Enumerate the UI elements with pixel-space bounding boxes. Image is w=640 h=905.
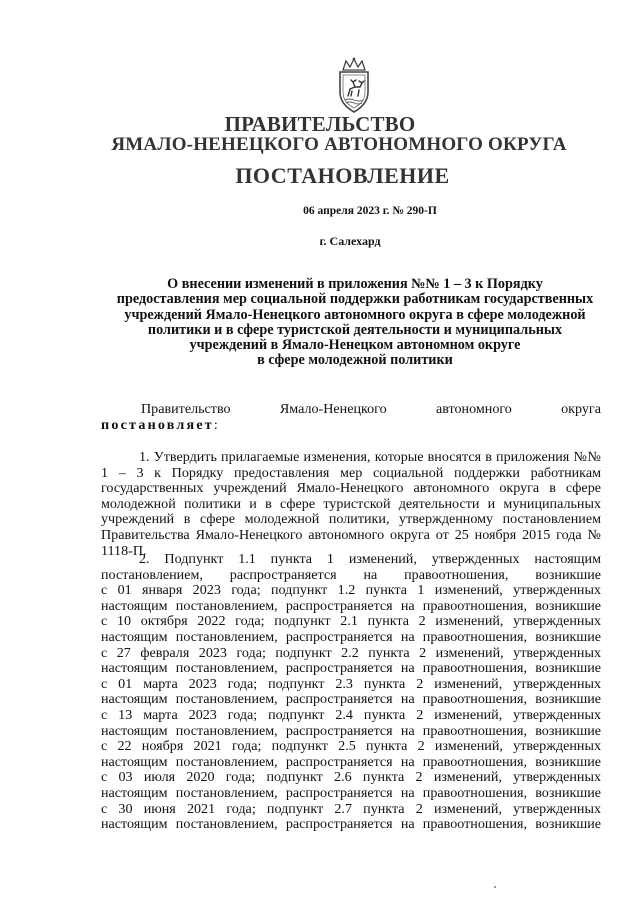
subject-line: политики и в сфере туристской деятельности и муниципальных	[147, 321, 563, 338]
paragraph-line: настоящим постановлением, распространяется на правоотношения, возникшие	[101, 753, 601, 770]
resolves-word: постановляет	[101, 416, 214, 433]
paragraph-line: настоящим постановлением, распространяется на правоотношения, возникшие	[101, 816, 601, 833]
paragraph-line: постановлением, распространяется на правоотношения, возникшие	[101, 566, 601, 583]
paragraph-line: настоящим постановлением, распространяется на правоотношения, возникшие	[101, 722, 601, 739]
scan-speck	[494, 886, 496, 888]
paragraph-line: с 01 марта 2023 года; подпункт 2.3 пункта 2 изменений, утвержденных	[101, 675, 601, 692]
paragraph-line: настоящим постановлением, распространяется на правоотношения, возникшие	[101, 628, 601, 645]
paragraph-line: с 30 июня 2021 года; подпункт 2.7 пункта 2 изменений, утвержденных	[101, 800, 601, 817]
organization-name-line1: ПРАВИТЕЛЬСТВО	[224, 112, 416, 136]
paragraph-line: с 13 марта 2023 года; подпункт 2.4 пункта 2 изменений, утвержденных	[101, 706, 601, 723]
document-date-number: 06 апреля 2023 г. № 290-П	[303, 205, 437, 217]
paragraph-line: настоящим постановлением, распространяется на правоотношения, возникшие	[101, 660, 601, 677]
paragraph-2	[101, 552, 601, 833]
paragraph-line: настоящим постановлением, распространяется на правоотношения, возникшие	[101, 691, 601, 708]
subject-line: учреждений в Ямало-Ненецком автономном округе	[189, 337, 521, 354]
enactment-clause	[101, 402, 601, 433]
enactment-subject-line	[101, 402, 601, 418]
paragraph-line: настоящим постановлением, распространяется на правоотношения, возникшие	[101, 784, 601, 801]
subject-line: предоставления мер социальной поддержки работникам государственных	[116, 291, 594, 308]
paragraph-line: с 27 февраля 2023 года; подпункт 2.2 пункта 2 изменений, утвержденных	[101, 644, 601, 661]
enactment-word: Ямало-Ненецкого	[279, 401, 387, 417]
enactment-word: автономного	[435, 401, 512, 417]
document-city: г. Салехард	[319, 234, 381, 248]
subject-line: О внесении изменений в приложения №№ 1 – 3 к Порядку	[167, 276, 543, 292]
organization-name-line2: ЯМАЛО-НЕНЕЦКОГО АВТОНОМНОГО ОКРУГА	[111, 134, 567, 155]
subject-line: в сфере молодежной политики	[257, 352, 453, 369]
paragraph-line: 2. Подпункт 1.1 пункта 1 изменений, утвержденных настоящим	[139, 551, 601, 567]
document-subject	[100, 277, 610, 369]
paragraph-line: настоящим постановлением, распространяется на правоотношения, возникшие	[101, 597, 601, 614]
coat-of-arms-icon	[331, 56, 377, 116]
paragraph-line: с 10 октября 2022 года; подпункт 2.1 пункта 2 изменений, утвержденных	[101, 613, 601, 630]
resolves-colon: :	[213, 416, 218, 433]
subject-line: учреждений Ямало-Ненецкого автономного округа в сфере молодежной	[124, 306, 586, 323]
document-type-title: ПОСТАНОВЛЕНИЕ	[235, 163, 450, 188]
paragraph-line: с 03 июля 2020 года; подпункт 2.6 пункта 2 изменений, утвержденных	[101, 769, 601, 786]
paragraph-1: 1. Утвердить прилагаемые изменения, которые вносятся в приложения №№ 1 – 3 к Порядку предоставления мер социальной поддержки работникам государственных учреждений Ямало-Ненецкого автономного округа в сфере молодежной политики и в сфере туристской деятельности и муниципальных учреждений в сфере молодежной политики, утвержденному постановлением Правительства Ямало-Ненецкого автономного округа от 25 ноября 2015 года № 1118-П.	[101, 449, 601, 559]
paragraph-line: с 01 января 2023 года; подпункт 1.2 пункта 1 изменений, утвержденных	[101, 582, 601, 599]
paragraph-line: с 22 ноября 2021 года; подпункт 2.5 пункта 2 изменений, утвержденных	[101, 738, 601, 755]
enactment-word: Правительство	[141, 401, 231, 417]
enactment-verb-line	[101, 418, 601, 434]
enactment-word: округа	[561, 401, 601, 417]
